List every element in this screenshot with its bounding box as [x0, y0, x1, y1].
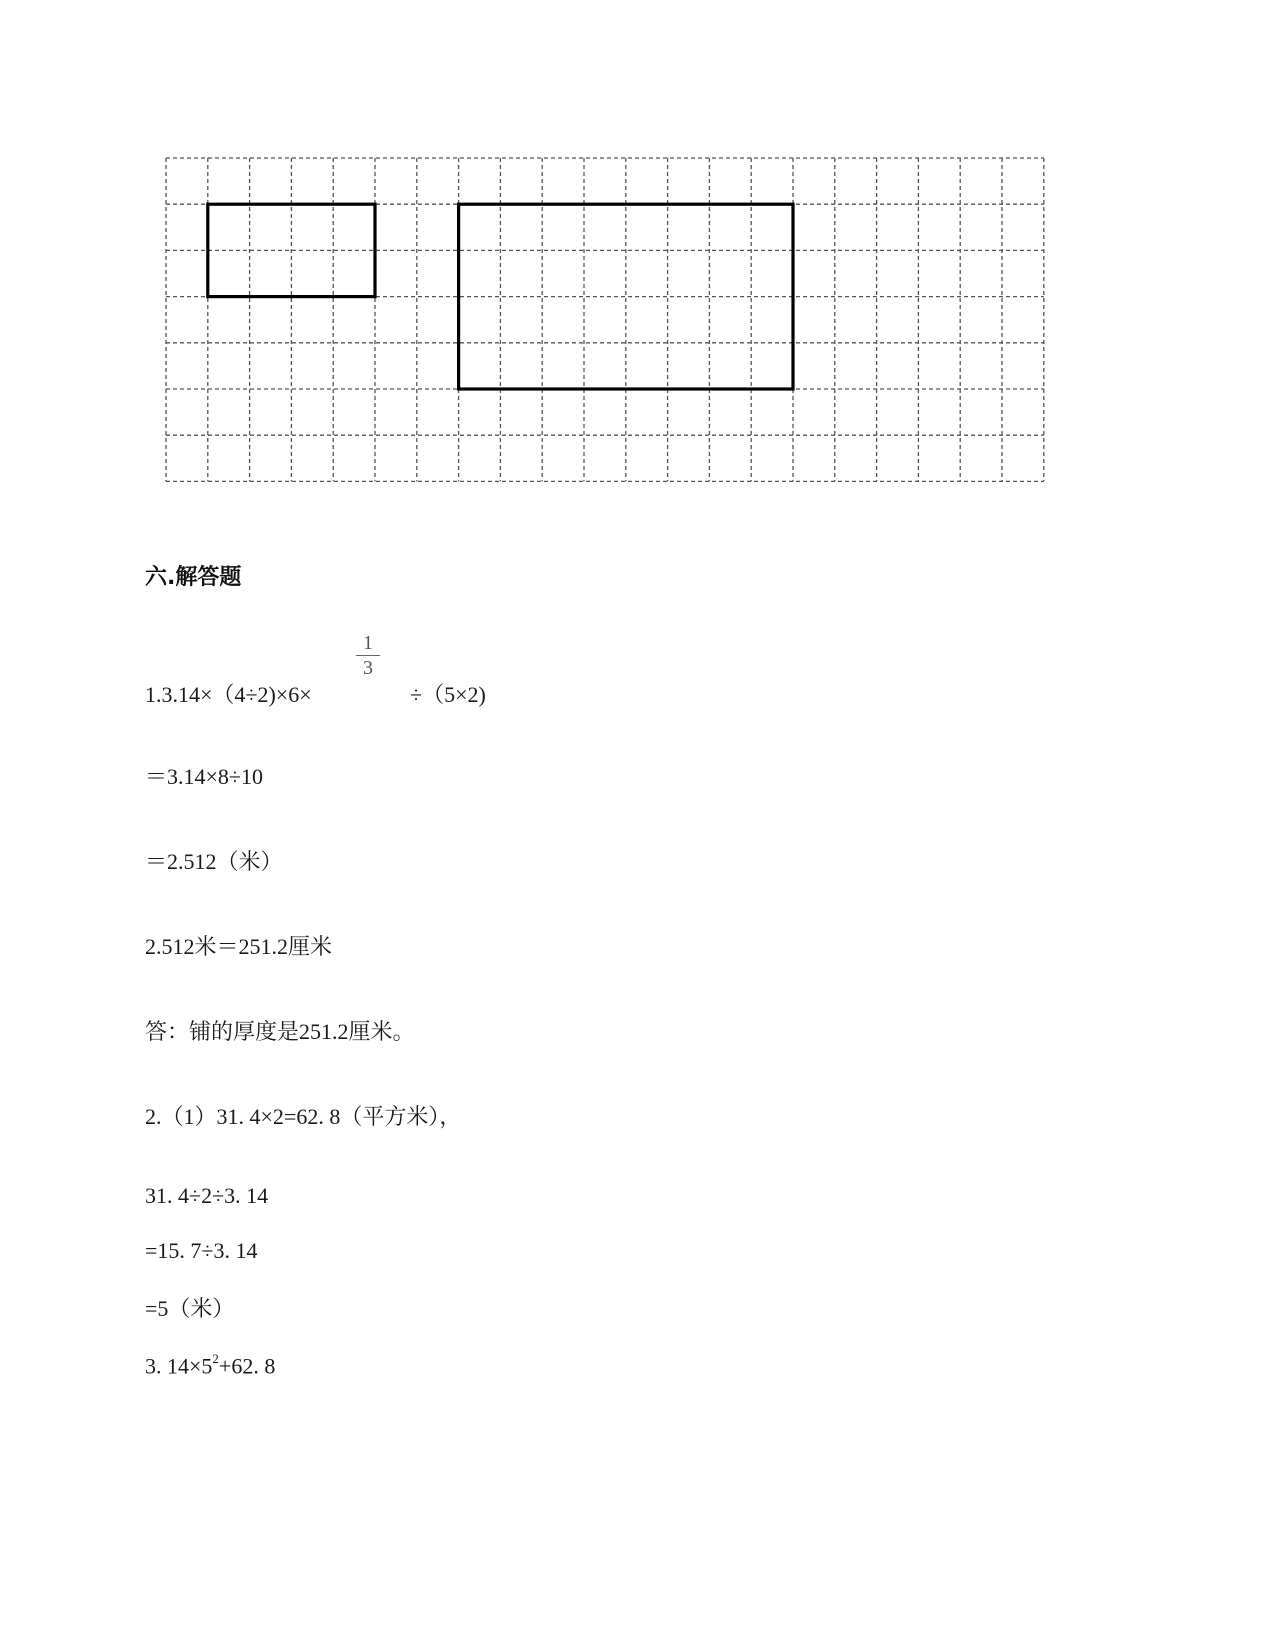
fraction-numerator: 1 — [363, 632, 373, 654]
problem2-line5-suffix: +62. 8 — [218, 1353, 276, 1379]
problem2-line5 — [145, 1353, 275, 1379]
exponent: 2 — [212, 1351, 219, 1366]
problem1-answer: 答：铺的厚度是251.2厘米。 — [145, 1019, 415, 1044]
grid-diagram — [165, 157, 1047, 487]
problem2-line4: =5（米） — [145, 1296, 235, 1321]
problem1-line1-prefix: 1.3.14×（4÷2)×6× — [145, 682, 312, 707]
grid-lines — [166, 158, 1044, 481]
problem1-step2: ＝3.14×8÷10 — [145, 764, 263, 789]
grid-figure — [165, 157, 1047, 492]
fraction-bar — [356, 655, 380, 656]
problem2-line5-prefix: 3. 14×5 — [145, 1353, 213, 1379]
fraction-denominator: 3 — [363, 657, 373, 679]
problem1-step3: ＝2.512（米） — [145, 849, 283, 874]
problem1-line1-suffix: ÷（5×2) — [410, 682, 486, 707]
section-heading: 六.解答题 — [145, 565, 242, 590]
problem2-line1: 2.（1）31. 4×2=62. 8（平方米）， — [145, 1104, 462, 1129]
problem1-step4: 2.512米＝251.2厘米 — [145, 934, 333, 959]
problem2-line3: =15. 7÷3. 14 — [145, 1238, 258, 1263]
problem2-line2: 31. 4÷2÷3. 14 — [145, 1183, 269, 1208]
fraction-one-third — [356, 632, 380, 679]
